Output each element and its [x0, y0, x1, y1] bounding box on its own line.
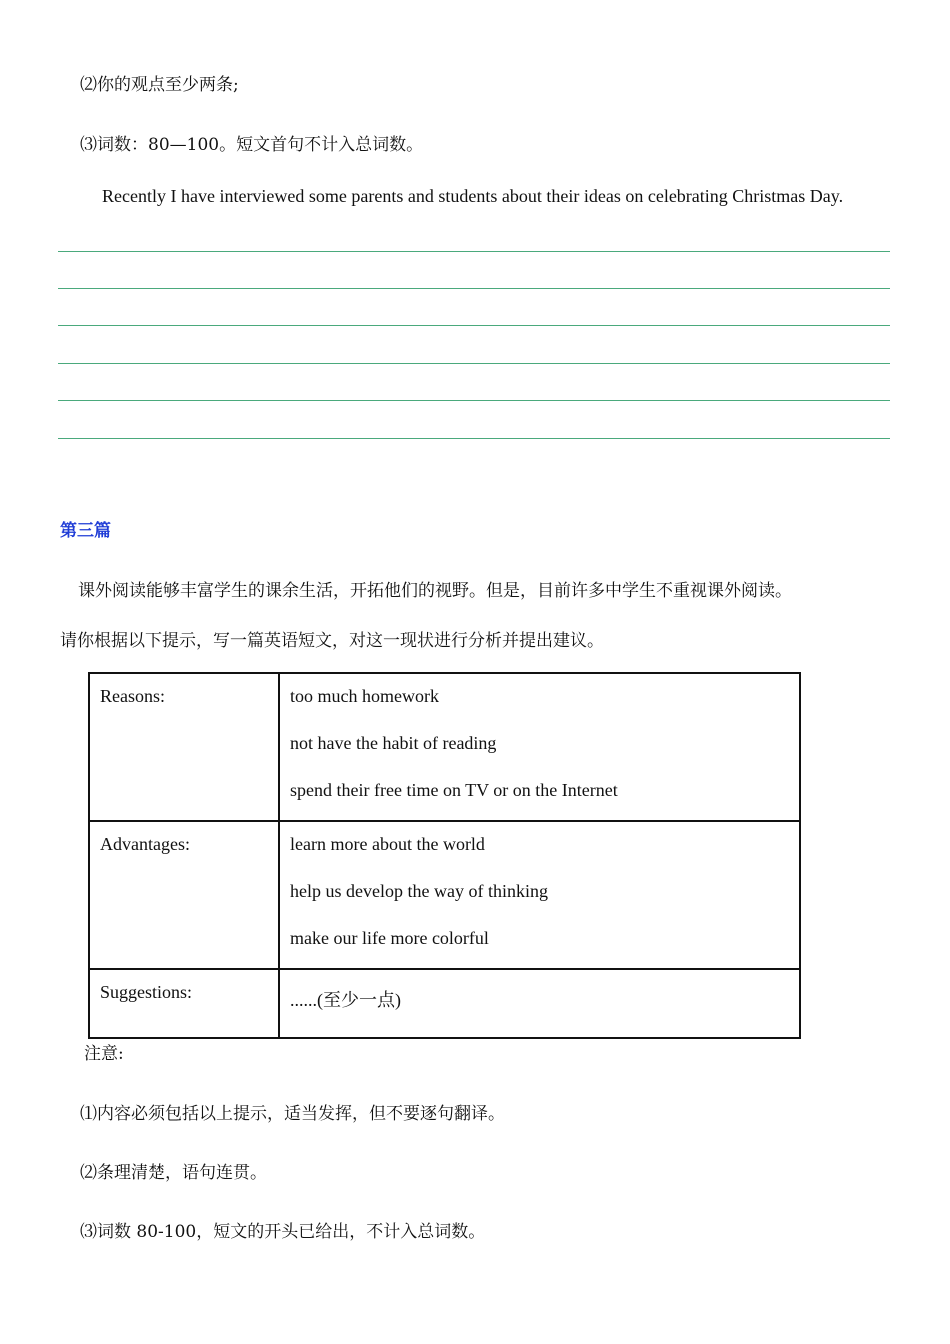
note-1: ⑴内容必须包括以上提示，适当发挥，但不要逐句翻译。	[80, 1104, 505, 1124]
list-item: spend their free time on TV or on the Internet	[290, 780, 618, 800]
writing-line	[58, 251, 890, 252]
reasons-cell	[279, 673, 800, 821]
suggestions-label: Suggestions:	[89, 969, 279, 1038]
reasons-label: Reasons:	[89, 673, 279, 821]
note-3: ⑶词数 80-100，短文的开头已给出，不计入总词数。	[80, 1222, 486, 1242]
prompt-line-1: 课外阅读能够丰富学生的课余生活，开拓他们的视野。但是，目前许多中学生不重视课外阅读。	[78, 581, 792, 601]
list-item: learn more about the world	[290, 834, 485, 854]
suggestions-cell: ......(至少一点)	[279, 969, 800, 1038]
writing-line	[58, 325, 890, 326]
table-row	[89, 821, 800, 969]
requirement-3: ⑶词数：80—100。短文首句不计入总词数。	[80, 135, 424, 155]
section-title: 第三篇	[60, 521, 111, 541]
writing-line	[58, 438, 890, 439]
requirement-2: ⑵你的观点至少两条;	[80, 75, 239, 95]
note-2: ⑵条理清楚，语句连贯。	[80, 1163, 267, 1183]
writing-line	[58, 400, 890, 401]
list-item: not have the habit of reading	[290, 733, 497, 753]
prompt-table	[88, 672, 801, 1039]
opening-sentence: Recently I have interviewed some parents and students about their ideas on celebrating Christmas Day.	[102, 186, 844, 206]
writing-line	[58, 288, 890, 289]
advantages-cell	[279, 821, 800, 969]
table-row	[89, 969, 800, 1038]
list-item: too much homework	[290, 686, 439, 706]
list-item: help us develop the way of thinking	[290, 881, 548, 901]
notes-title: 注意:	[84, 1044, 124, 1064]
writing-line	[58, 363, 890, 364]
list-item: make our life more colorful	[290, 928, 489, 948]
prompt-line-2: 请你根据以下提示，写一篇英语短文，对这一现状进行分析并提出建议。	[60, 631, 604, 651]
advantages-label: Advantages:	[89, 821, 279, 969]
table-row	[89, 673, 800, 821]
